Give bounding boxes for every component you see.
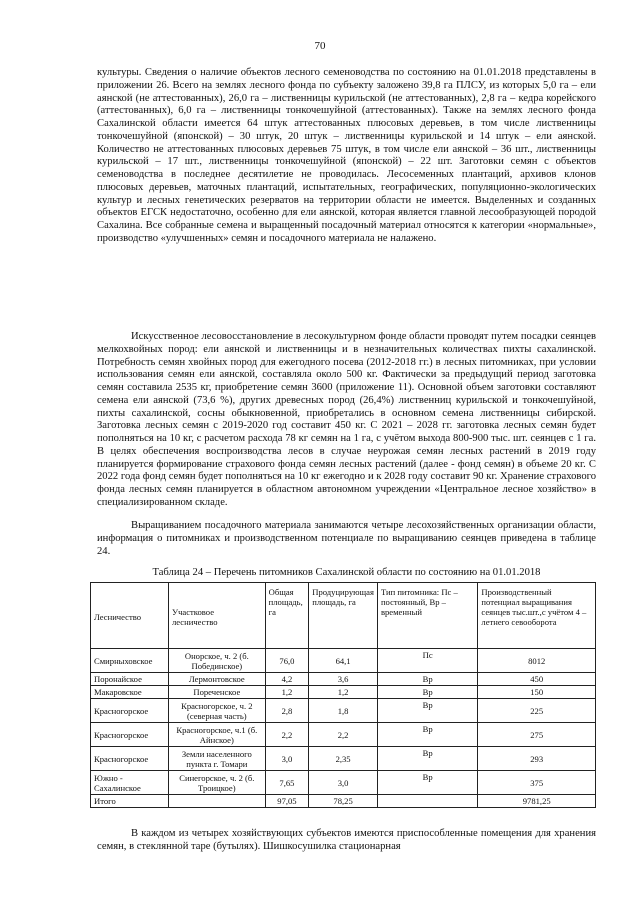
cell-total-area: 1,2: [265, 686, 309, 699]
cell-district: Красногорское, ч.1 (б. Айнское): [168, 723, 265, 747]
total-cell: [377, 795, 477, 808]
table-caption: Таблица 24 – Перечень питомников Сахалинской области по состоянию на 01.01.2018: [152, 567, 541, 578]
cell-productive-area: 2,2: [309, 723, 378, 747]
cell-forestry: Южно - Сахалинское: [91, 771, 169, 795]
paragraph-nurseries-intro: [97, 520, 596, 558]
cell-nursery-type: Вр: [377, 673, 477, 686]
total-cell: [168, 795, 265, 808]
cell-productive-area: 2,35: [309, 747, 378, 771]
cell-nursery-type: Вр: [377, 747, 477, 771]
paragraph-text: Выращиванием посадочного материала занимаются четыре лесохозяйственных организации области, информация о питомниках и производственном потенциале по выращиванию сеянцев приведена в таблице 24.: [97, 520, 596, 557]
cell-capacity: 375: [478, 771, 596, 795]
cell-total-area: 4,2: [265, 673, 309, 686]
cell-total-area: 76,0: [265, 649, 309, 673]
total-cell: 97,05: [265, 795, 309, 808]
paragraph-text: В каждом из четырех хозяйствующих субъектов имеются приспособленные помещения для хранения семян, в стеклянной таре (бутылях). Шишкосушилка стационарная: [97, 828, 596, 852]
header-nursery-type: Тип питомника: Пс – постоянный, Вр – временный: [377, 583, 477, 649]
cell-district: Красногорское, ч. 2 (северная часть): [168, 699, 265, 723]
cell-capacity: 8012: [478, 649, 596, 673]
cell-total-area: 2,8: [265, 699, 309, 723]
total-label: Итого: [91, 795, 169, 808]
total-cell: 78,25: [309, 795, 378, 808]
paragraph-reforestation: [97, 331, 596, 510]
header-productive-area: Продуцирующая площадь, га: [309, 583, 378, 649]
cell-productive-area: 3,6: [309, 673, 378, 686]
table-row: [91, 673, 596, 686]
cell-forestry: Смирныховское: [91, 649, 169, 673]
paragraph-seed-storage: [97, 828, 596, 854]
page-number: 70: [314, 40, 326, 52]
paragraph-text: Искусственное лесовосстановление в лесокультурном фонде области проводят путем посадки сеянцев мелкохвойных пород: ели аянской и лиственницы и в незначительных количествах пихты сахалинской. Потребность семян хвойных пород для ежегодного посева (2012-2018 гг.) в лесных питомниках, при условии использования семян ели аянской, составляла около 500 кг. Фактически за предыдущий период заготовка семян составила 2535 кг, приобретение семян 3600 (приложение 11). Основной объем заготовки составляют семена ели аянской (73,6 %), других древесных пород (26,4%) лиственниц курильской и тонкочешуйной, пихты сахалинской, сосны обыкновенной, приобретались в основном семена лиственницы сибирской. Заготовка лесных семян с 2019-2020 год составит 450 кг. С 2021 – 2028 гг. заготовка лесных семян будет пополняться на 10 кг, с расчетом расхода 78 кг семян на 1 га, с учётом выхода 800-900 тыс. шт. сеянцев с 1 га. В целях обеспечения воспроизводства лесов в случае неурожая семян лесных растений в 2019 году планируется формирование страхового фонда семян лесных растений (далее - фонд семян) в объеме 20 кг. С 2022 года фонд семян будет пополняться на 10 кг ежегодно и к 2028 году составит 90 кг. Хранение страхового фонда лесных семян планируется в областном автономном учреждении «Центральное лесное хозяйство» в специализированном складе.: [97, 331, 596, 508]
cell-forestry: Поронайское: [91, 673, 169, 686]
header-capacity: Производственный потенциал выращивания сеянцев тыс.шт.,с учётом 4 – летнего севооборота: [478, 583, 596, 649]
cell-district: Земли населенного пункта г. Томари: [168, 747, 265, 771]
cell-total-area: 7,65: [265, 771, 309, 795]
cell-productive-area: 3,0: [309, 771, 378, 795]
cell-district: Синегорское, ч. 2 (б. Троицкое): [168, 771, 265, 795]
table-row: [91, 771, 596, 795]
cell-capacity: 275: [478, 723, 596, 747]
header-forestry: Лесничество: [91, 583, 169, 649]
table-row: [91, 747, 596, 771]
cell-forestry: Красногорское: [91, 723, 169, 747]
cell-productive-area: 1,2: [309, 686, 378, 699]
paragraph-seed-production: [97, 67, 596, 246]
table-row: [91, 649, 596, 673]
table-row: [91, 723, 596, 747]
cell-nursery-type: Вр: [377, 699, 477, 723]
cell-total-area: 2,2: [265, 723, 309, 747]
cell-forestry: Макаровское: [91, 686, 169, 699]
cell-productive-area: 64,1: [309, 649, 378, 673]
total-cell: 9781,25: [478, 795, 596, 808]
cell-nursery-type: Вр: [377, 686, 477, 699]
cell-district: Лермонтовское: [168, 673, 265, 686]
cell-forestry: Красногорское: [91, 699, 169, 723]
cell-nursery-type: Пс: [377, 649, 477, 673]
nurseries-table: [90, 582, 596, 808]
cell-nursery-type: Вр: [377, 771, 477, 795]
table-header-row: [91, 583, 596, 649]
paragraph-text: культуры. Сведения о наличие объектов лесного семеноводства по состоянию на 01.01.2018 представлены в приложении 26. Всего на землях лесного фонда по субъекту заложено 39,8 га ПЛСУ, из которых 5,0 га – ели аянской (не аттестованных), 26,0 га – лиственницы курильской (не аттестованных), 2,8 га – кедра корейского (аттестованных), 6,0 га – лиственницы тонкочешуйной (аттестованных). Также на землях лесного фонда Сахалинской области имеется 64 штук аттестованных плюсовых деревьев, в том числе лиственницы тонкочешуйной (японской) – 30 штук, 20 штук – лиственницы курильской и 14 штук – ели аянской. Количество не аттестованных плюсовых деревьев 75 штук, в том числе ели аянской – 36 шт., лиственницы курильской – 17 шт., лиственницы тонкочешуйной (японской) – 22 шт. Заготовки семян с объектов семеноводства в последнее десятилетие не проводилась. Лесосеменных плантаций, архивов клонов плюсовых деревьев, маточных плантаций, испытательных, географических, популяционно-экологических культур и лесных генетических резерватов на территории области не имеется. Выделенных и созданных объектов ЕГСК недостаточно, особенно для ели аянской, которая является главной лесообразующей породой Сахалина. Все собранные семена и выращенный посадочный материал относятся к категории «нормальные», производство «улучшенных» семян и посадочного материала не налажено.: [97, 67, 596, 244]
header-total-area: Общая площадь, га: [265, 583, 309, 649]
cell-capacity: 293: [478, 747, 596, 771]
cell-nursery-type: Вр: [377, 723, 477, 747]
cell-capacity: 450: [478, 673, 596, 686]
cell-district: Онорское, ч. 2 (б. Побединское): [168, 649, 265, 673]
table-row: [91, 699, 596, 723]
cell-total-area: 3,0: [265, 747, 309, 771]
table-total-row: [91, 795, 596, 808]
cell-district: Пореченское: [168, 686, 265, 699]
cell-forestry: Красногорское: [91, 747, 169, 771]
table-row: [91, 686, 596, 699]
header-district: Участковое лесничество: [168, 583, 265, 649]
cell-productive-area: 1,8: [309, 699, 378, 723]
cell-capacity: 150: [478, 686, 596, 699]
cell-capacity: 225: [478, 699, 596, 723]
